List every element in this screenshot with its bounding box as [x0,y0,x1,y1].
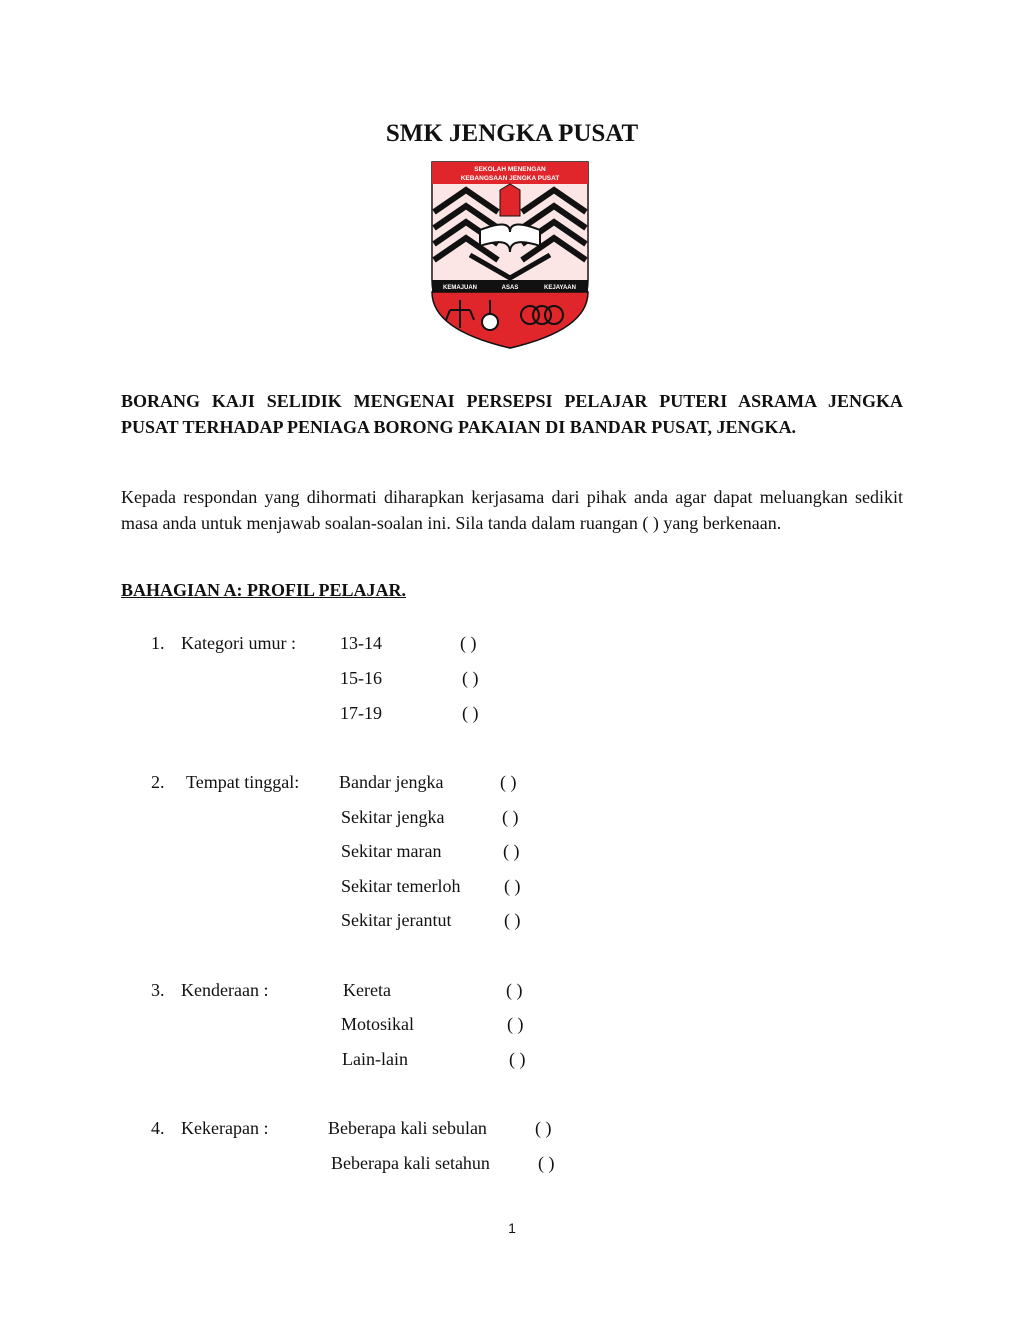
q3-option-label: Kereta [343,980,391,1000]
question-3-number: 3. [151,980,165,1000]
page-title: SMK JENGKA PUSAT [385,120,639,147]
q3-option-checkbox[interactable]: ( ) [506,980,523,1000]
question-1-label: Kategori umur : [181,633,296,653]
q2-option-label: Bandar jengka [339,772,444,792]
q2-option-label: Sekitar jerantut [341,910,452,930]
q1-option-label: 15-16 [340,668,382,688]
crest-motto-3: KEJAYAAN [544,285,576,291]
survey-heading: BORANG KAJI SELIDIK MENGENAI PERSEPSI PELAJAR PUTERI ASRAMA JENGKA PUSAT TERHADAP PENIAGA BORONG PAKAIAN DI BANDAR PUSAT, JENGKA. [121,391,903,437]
crest-top-text-2: KEBANGSAAN JENGKA PUSAT [460,175,560,182]
q1-option-checkbox[interactable]: ( ) [460,633,477,653]
q4-option-label: Beberapa kali sebulan [328,1118,487,1138]
q2-option-label: Sekitar temerloh [341,876,461,896]
intro-paragraph: Kepada respondan yang dihormati diharapkan kerjasama dari pihak anda agar dapat meluangkan sedikit masa anda untuk menjawab soalan-soalan ini. Sila tanda dalam ruangan ( ) yang berkenaan. [121,487,903,533]
q4-option-label: Beberapa kali setahun [331,1153,490,1173]
q1-option-checkbox[interactable]: ( ) [462,668,479,688]
q2-option-checkbox[interactable]: ( ) [504,910,521,930]
q3-option-label: Motosikal [341,1014,415,1034]
q1-option-label: 17-19 [340,703,382,723]
q3-option-checkbox[interactable]: ( ) [507,1014,524,1034]
q2-option-checkbox[interactable]: ( ) [500,772,517,792]
question-2-label: Tempat tinggal: [186,772,300,792]
crest-top-text-1: SEKOLAH MENENGAN [474,166,546,173]
section-a-title: BAHAGIAN A: PROFIL PELAJAR. [121,580,407,600]
q2-option-label: Sekitar jengka [341,807,445,827]
q3-option-checkbox[interactable]: ( ) [509,1049,526,1069]
question-4-number: 4. [151,1118,165,1138]
q2-option-checkbox[interactable]: ( ) [504,876,521,896]
question-1-number: 1. [151,633,165,653]
page-number: 1 [508,1220,516,1236]
q1-option-checkbox[interactable]: ( ) [462,703,479,723]
q2-option-label: Sekitar maran [341,841,442,861]
crest-motto-2: ASAS [501,285,519,291]
question-4-label: Kekerapan : [181,1118,269,1138]
q1-option-label: 13-14 [340,633,382,653]
q4-option-checkbox[interactable]: ( ) [538,1153,555,1173]
question-2-number: 2. [151,772,165,792]
school-crest [430,160,590,350]
q3-option-label: Lain-lain [342,1049,408,1069]
q4-option-checkbox[interactable]: ( ) [535,1118,552,1138]
q2-option-checkbox[interactable]: ( ) [502,807,519,827]
question-3-label: Kenderaan : [181,980,269,1000]
q2-option-checkbox[interactable]: ( ) [503,841,520,861]
crest-motto-1: KEMAJUAN [442,285,478,291]
